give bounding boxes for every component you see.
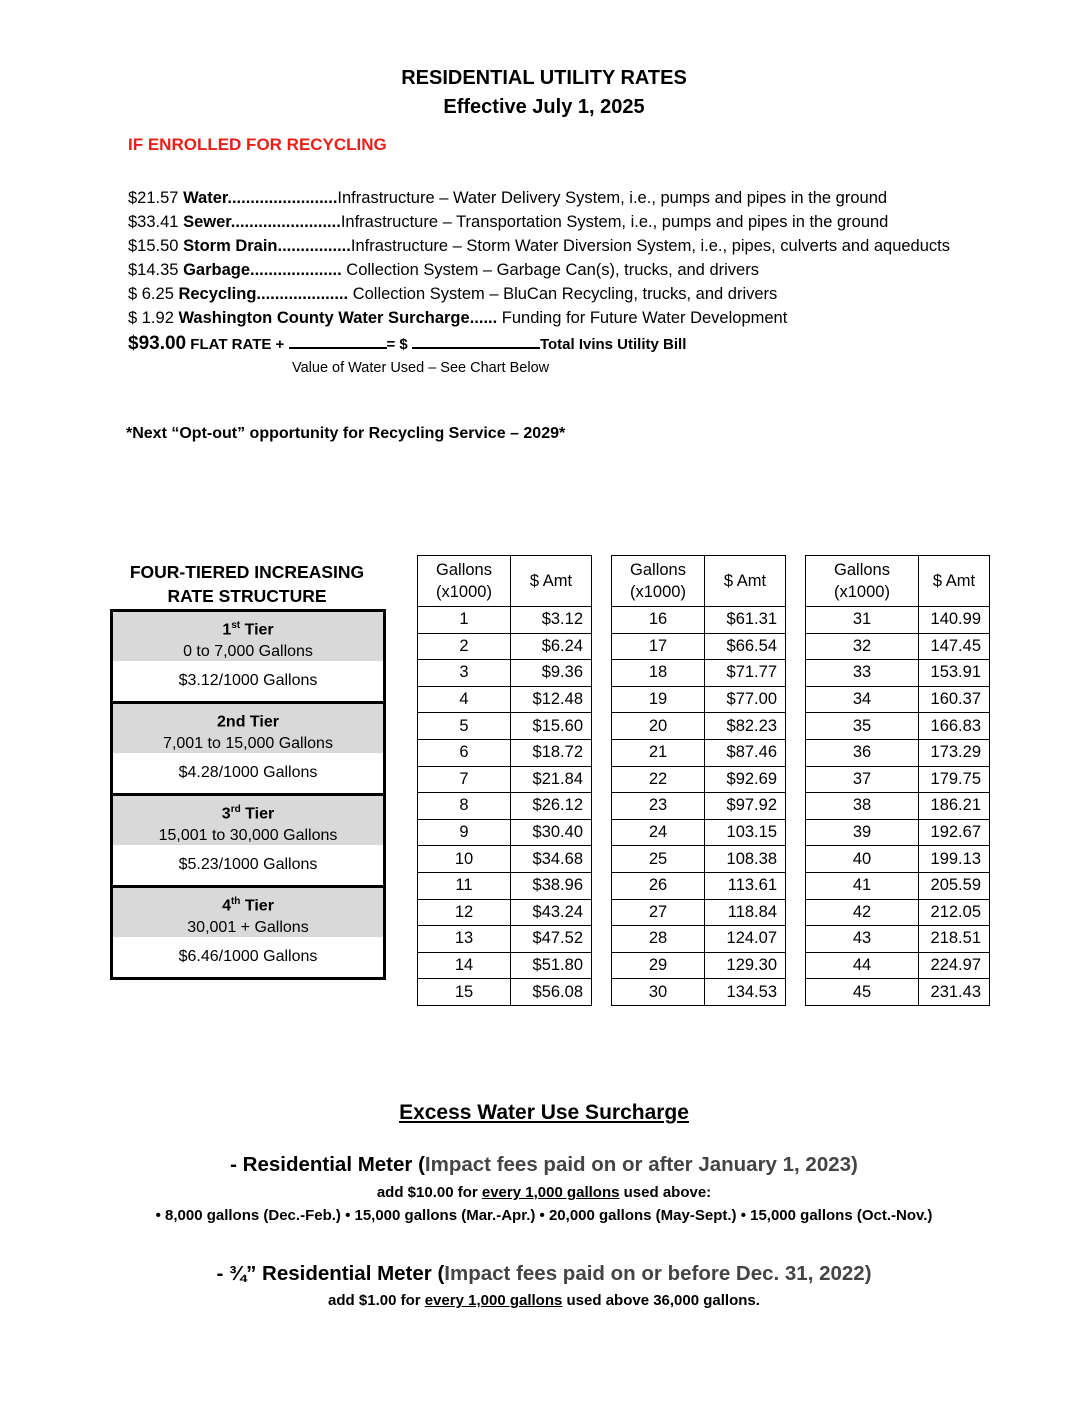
table-row (806, 739, 990, 766)
amount-cell: $56.08 (511, 979, 592, 1006)
gallons-header-line-1: Gallons (436, 561, 492, 579)
gallons-header-line-2: (x1000) (630, 583, 686, 601)
table-row (612, 926, 786, 953)
fee-name: Water (183, 189, 228, 207)
fee-amount: $ 1.92 (128, 309, 174, 327)
gallons-cell: 24 (612, 819, 705, 846)
gallons-cell: 4 (418, 686, 511, 713)
tier-header (113, 612, 383, 661)
table-row (806, 926, 990, 953)
fee-description: Collection System – Garbage Can(s), trucks, and drivers (341, 261, 759, 279)
amount-cell: $71.77 (705, 660, 786, 687)
table-row (418, 979, 592, 1006)
fee-line (128, 189, 887, 208)
amount-cell: $82.23 (705, 713, 786, 740)
tier-range: 0 to 7,000 Gallons (183, 643, 313, 661)
gallons-cell: 5 (418, 713, 511, 740)
fee-name: Storm Drain (183, 237, 278, 255)
amount-cell: $30.40 (511, 819, 592, 846)
meter-1-note-underline: every 1,000 gallons (481, 1184, 620, 1201)
rate-table-3 (805, 555, 990, 1006)
amount-cell: $9.36 (511, 660, 592, 687)
gallons-cell: 11 (418, 872, 511, 899)
table-row (612, 713, 786, 740)
amount-cell: 129.30 (705, 952, 786, 979)
gallons-cell: 34 (806, 686, 919, 713)
gallons-header (612, 556, 705, 607)
gallons-cell: 31 (806, 607, 919, 634)
gallons-cell: 44 (806, 952, 919, 979)
fee-dots: ...... (469, 309, 498, 327)
gallons-cell: 27 (612, 899, 705, 926)
tier-name-main: 2nd Tier (217, 713, 279, 731)
amount-cell: $12.48 (511, 686, 592, 713)
tier-name (113, 799, 383, 825)
gallons-header-line-1: Gallons (834, 561, 890, 579)
table-row (418, 633, 592, 660)
tier-1 (113, 612, 383, 704)
flat-rate-line (128, 333, 686, 355)
table-row (806, 766, 990, 793)
meter-2-note-b: used above 36,000 gallons. (562, 1292, 760, 1309)
gallons-cell: 2 (418, 633, 511, 660)
tier-range: 7,001 to 15,000 Gallons (163, 735, 333, 753)
tier-name-main: 3 (221, 805, 231, 823)
table-row (612, 686, 786, 713)
amount-header: $ Amt (919, 556, 990, 607)
amount-cell: 218.51 (919, 926, 990, 953)
amount-cell: 153.91 (919, 660, 990, 687)
fee-dots: ................ (277, 237, 351, 255)
fee-name: Sewer (183, 213, 231, 231)
fee-description: Collection System – BluCan Recycling, trucks, and drivers (348, 285, 778, 303)
amount-cell: $47.52 (511, 926, 592, 953)
table-row (418, 713, 592, 740)
tier-3 (113, 796, 383, 888)
meter-2-label: - ¾” Residential Meter ( (216, 1262, 445, 1285)
table-row (806, 819, 990, 846)
surcharge-title: Excess Water Use Surcharge (399, 1101, 689, 1124)
table-row (418, 607, 592, 634)
gallons-header (806, 556, 919, 607)
gallons-header (418, 556, 511, 607)
amount-cell: 186.21 (919, 793, 990, 820)
gallons-cell: 10 (418, 846, 511, 873)
water-value-blank (289, 333, 387, 349)
fee-name: Garbage (183, 261, 251, 279)
tier-heading (110, 560, 384, 608)
amount-cell: 108.38 (705, 846, 786, 873)
tier-name-main: 1 (222, 621, 232, 639)
table-row (806, 633, 990, 660)
meter-2-note-a: add $1.00 for (328, 1292, 425, 1309)
table-row (418, 793, 592, 820)
gallons-cell: 25 (612, 846, 705, 873)
amount-cell: 173.29 (919, 739, 990, 766)
amount-cell: 179.75 (919, 766, 990, 793)
fee-amount: $ 6.25 (128, 285, 174, 303)
tier-4 (113, 888, 383, 977)
gallons-cell: 16 (612, 607, 705, 634)
table-row (806, 660, 990, 687)
amount-cell: 140.99 (919, 607, 990, 634)
table-row (418, 926, 592, 953)
gallons-cell: 17 (612, 633, 705, 660)
tier-heading-line-2: RATE STRUCTURE (167, 586, 327, 606)
tier-header (113, 888, 383, 937)
tier-name-rest: Tier (240, 805, 275, 823)
table-row (418, 766, 592, 793)
amount-cell: 147.45 (919, 633, 990, 660)
fee-dots: .................... (256, 285, 349, 303)
amount-cell: 103.15 (705, 819, 786, 846)
fee-dots: ........................ (227, 189, 338, 207)
amount-cell: $18.72 (511, 739, 592, 766)
amount-cell: $92.69 (705, 766, 786, 793)
table-row (418, 899, 592, 926)
table-row (612, 952, 786, 979)
fee-description: Infrastructure – Storm Water Diversion System, i.e., pipes, culverts and aqueducts (350, 237, 950, 255)
table-row (418, 660, 592, 687)
amount-cell: $66.54 (705, 633, 786, 660)
table-row (612, 899, 786, 926)
fee-dots: .................... (250, 261, 342, 279)
gallons-cell: 38 (806, 793, 919, 820)
tier-rate: $6.46/1000 Gallons (178, 948, 318, 965)
gallons-cell: 8 (418, 793, 511, 820)
tier-box (110, 609, 386, 980)
page-title: RESIDENTIAL UTILITY RATES (401, 67, 687, 89)
gallons-cell: 14 (418, 952, 511, 979)
table-row (806, 793, 990, 820)
gallons-header-line-2: (x1000) (436, 583, 492, 601)
gallons-cell: 45 (806, 979, 919, 1006)
gallons-cell: 30 (612, 979, 705, 1006)
amount-cell: 166.83 (919, 713, 990, 740)
gallons-cell: 9 (418, 819, 511, 846)
table-row (612, 739, 786, 766)
table-row (806, 979, 990, 1006)
amount-cell: $97.92 (705, 793, 786, 820)
flat-rate-amount: $93.00 (128, 333, 187, 354)
opt-out-note: *Next “Opt-out” opportunity for Recycling Service – 2029* (126, 425, 566, 442)
table-row (612, 766, 786, 793)
table-row (612, 979, 786, 1006)
amount-cell: 224.97 (919, 952, 990, 979)
table-row (806, 607, 990, 634)
amount-cell: 205.59 (919, 872, 990, 899)
tier-2 (113, 704, 383, 796)
tier-heading-line-1: FOUR-TIERED INCREASING (129, 562, 365, 582)
meter-1-note (0, 1184, 1088, 1201)
gallons-cell: 39 (806, 819, 919, 846)
amount-cell: $51.80 (511, 952, 592, 979)
table-row (418, 739, 592, 766)
tier-name-suffix: st (231, 620, 241, 631)
tier-name-rest: Tier (240, 897, 274, 915)
effective-date: Effective July 1, 2025 (443, 96, 645, 118)
gallons-cell: 6 (418, 739, 511, 766)
amount-cell: $26.12 (511, 793, 592, 820)
gallons-cell: 22 (612, 766, 705, 793)
meter-1-label: - Residential Meter ( (230, 1153, 425, 1176)
fee-amount: $14.35 (128, 261, 179, 279)
tier-name-main: 4 (222, 897, 231, 915)
table-row (418, 952, 592, 979)
gallons-cell: 33 (806, 660, 919, 687)
gallons-cell: 42 (806, 899, 919, 926)
total-blank (412, 333, 540, 349)
gallons-cell: 12 (418, 899, 511, 926)
amount-cell: 134.53 (705, 979, 786, 1006)
table-row (806, 899, 990, 926)
gallons-cell: 29 (612, 952, 705, 979)
fee-description: Infrastructure – Water Delivery System, i.e., pumps and pipes in the ground (337, 189, 888, 207)
tier-rate: $5.23/1000 Gallons (178, 856, 318, 873)
amount-cell: 212.05 (919, 899, 990, 926)
gallons-cell: 15 (418, 979, 511, 1006)
amount-cell: 160.37 (919, 686, 990, 713)
amount-cell: $21.84 (511, 766, 592, 793)
table-row (612, 872, 786, 899)
tier-range: 30,001 + Gallons (187, 919, 309, 937)
table-row (612, 607, 786, 634)
table-row (418, 686, 592, 713)
meter-1-note-a: add $10.00 for (376, 1184, 482, 1201)
tier-name-suffix: th (230, 896, 241, 907)
amount-cell: 124.07 (705, 926, 786, 953)
amount-cell: 231.43 (919, 979, 990, 1006)
amount-cell: 113.61 (705, 872, 786, 899)
gallons-cell: 37 (806, 766, 919, 793)
amount-cell: $34.68 (511, 846, 592, 873)
fee-dots: ........................ (230, 213, 341, 231)
table-row (806, 713, 990, 740)
rate-table-1 (417, 555, 592, 1006)
gallons-cell: 3 (418, 660, 511, 687)
gallons-cell: 1 (418, 607, 511, 634)
table-row (806, 686, 990, 713)
tier-header (113, 704, 383, 753)
table-row (806, 846, 990, 873)
amount-cell: 199.13 (919, 846, 990, 873)
gallons-cell: 41 (806, 872, 919, 899)
rate-table-2 (611, 555, 786, 1006)
gallons-cell: 18 (612, 660, 705, 687)
fee-line (128, 213, 888, 232)
amount-cell: $87.46 (705, 739, 786, 766)
meter-1-impact: Impact fees paid on or after January 1, 2023) (424, 1153, 858, 1176)
table-row (612, 660, 786, 687)
amount-cell: 118.84 (705, 899, 786, 926)
meter-2-note (0, 1292, 1088, 1309)
tier-name-suffix: rd (230, 804, 241, 815)
table-row (612, 793, 786, 820)
table-row (612, 819, 786, 846)
tier-name (113, 707, 383, 733)
gallons-cell: 13 (418, 926, 511, 953)
fee-amount: $15.50 (128, 237, 179, 255)
gallons-cell: 36 (806, 739, 919, 766)
amount-cell: $6.24 (511, 633, 592, 660)
gallons-header-line-1: Gallons (630, 561, 686, 579)
fee-name: Washington County Water Surcharge (178, 309, 470, 327)
meter-1-heading (0, 1153, 1088, 1177)
gallons-cell: 23 (612, 793, 705, 820)
fee-line (128, 261, 759, 280)
gallons-cell: 20 (612, 713, 705, 740)
fee-line (128, 237, 950, 256)
flat-rate-label: FLAT RATE + (190, 336, 285, 353)
gallons-cell: 28 (612, 926, 705, 953)
gallons-cell: 7 (418, 766, 511, 793)
gallons-cell: 19 (612, 686, 705, 713)
meter-1-seasons: • 8,000 gallons (Dec.-Feb.) • 15,000 gallons (Mar.-Apr.) • 20,000 gallons (May-Sept.) • 15,000 gallons (Oct.-Nov.) (155, 1207, 933, 1224)
recycling-enrolled-heading: IF ENROLLED FOR RECYCLING (128, 135, 387, 154)
table-row (612, 846, 786, 873)
table-row (418, 872, 592, 899)
gallons-cell: 35 (806, 713, 919, 740)
amount-header: $ Amt (511, 556, 592, 607)
amount-cell: $38.96 (511, 872, 592, 899)
gallons-cell: 21 (612, 739, 705, 766)
amount-cell: $77.00 (705, 686, 786, 713)
tier-name-rest: Tier (240, 621, 274, 639)
amount-cell: $3.12 (511, 607, 592, 634)
water-value-caption: Value of Water Used – See Chart Below (292, 360, 550, 376)
tier-range: 15,001 to 30,000 Gallons (158, 827, 338, 845)
amount-cell: 192.67 (919, 819, 990, 846)
fee-name: Recycling (178, 285, 257, 303)
tier-name (113, 615, 383, 641)
amount-cell: $61.31 (705, 607, 786, 634)
fee-description: Infrastructure – Transportation System, i.e., pumps and pipes in the ground (340, 213, 889, 231)
total-bill-label: Total Ivins Utility Bill (539, 336, 687, 353)
meter-2-impact: Impact fees paid on or before Dec. 31, 2022) (444, 1262, 872, 1285)
gallons-cell: 40 (806, 846, 919, 873)
gallons-cell: 43 (806, 926, 919, 953)
tier-rate: $4.28/1000 Gallons (178, 764, 318, 781)
table-row (806, 952, 990, 979)
tier-rate: $3.12/1000 Gallons (178, 672, 318, 689)
gallons-cell: 32 (806, 633, 919, 660)
table-row (418, 846, 592, 873)
amount-header: $ Amt (705, 556, 786, 607)
equals-sign: = $ (386, 336, 408, 353)
fee-line (128, 309, 787, 328)
meter-2-note-underline: every 1,000 gallons (424, 1292, 563, 1309)
tier-header (113, 796, 383, 845)
fee-line (128, 285, 777, 304)
meter-1-note-b: used above: (619, 1184, 712, 1201)
fee-amount: $21.57 (128, 189, 179, 207)
amount-cell: $43.24 (511, 899, 592, 926)
meter-2-heading (0, 1262, 1088, 1286)
tier-name (113, 891, 383, 917)
table-row (806, 872, 990, 899)
table-row (418, 819, 592, 846)
amount-cell: $15.60 (511, 713, 592, 740)
fee-description: Funding for Future Water Development (497, 309, 788, 327)
gallons-cell: 26 (612, 872, 705, 899)
gallons-header-line-2: (x1000) (834, 583, 890, 601)
fee-amount: $33.41 (128, 213, 179, 231)
table-row (612, 633, 786, 660)
